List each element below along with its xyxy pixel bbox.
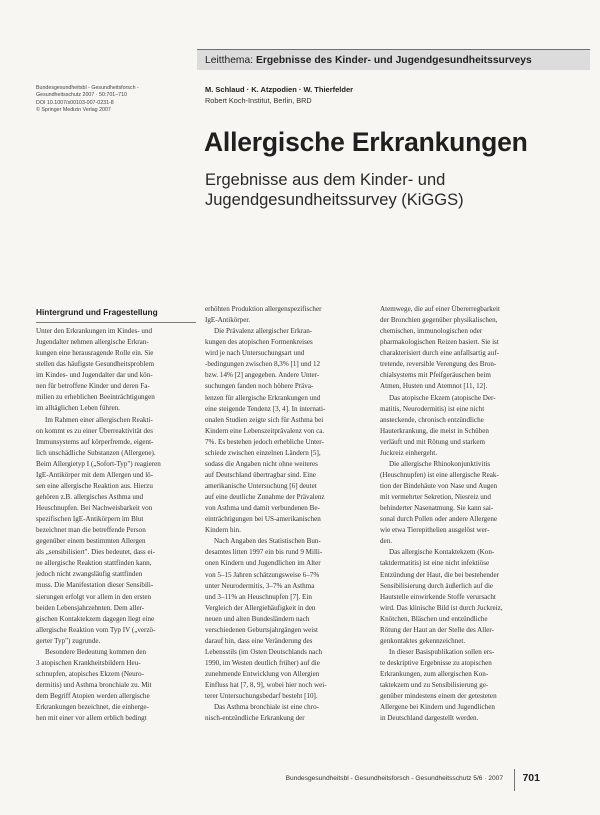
body-text-line: schnupfen, atopisches Ekzem (Neuro- xyxy=(36,669,144,678)
body-text-line: muss. Die Manifestation dieser Sensibili- xyxy=(36,581,154,590)
body-text-line: IgE-Antikörper. xyxy=(205,316,251,325)
body-text-line: darauf hin, dass eine Veränderung des xyxy=(205,636,313,645)
body-text-line: -bedingungen zwischen 8,3% [1] und 12 xyxy=(205,360,321,369)
body-text-line: zunehmende Entwicklung von Allergien xyxy=(205,670,320,679)
journal-info-line: Gesundheitsschutz 2007 · 50:701–710 xyxy=(36,92,127,99)
body-text-line: in Deutschland dargestellt werden. xyxy=(380,714,479,723)
body-text-line: Lebensstils (im Osten Deutschlands nach xyxy=(205,647,323,656)
body-text-line: chialsystems mit Pfeifgeräuschen beim xyxy=(380,371,491,380)
body-text-line: sonal durch Pollen oder andere Allergene xyxy=(380,515,498,524)
body-text-line: Das allergische Kontaktekzem (Kon- xyxy=(389,548,495,557)
body-text-line: Hautstelle einwirkende Stoffe verursacht xyxy=(380,592,496,601)
text-column-1 xyxy=(36,326,200,724)
body-text-line: hen mit einer vor allem erblich bedingt xyxy=(36,714,147,723)
body-text-line: Erkrankungen, zum allergischen Kon- xyxy=(380,670,489,679)
body-text-line: Sensibilisierung durch äußerlich auf die xyxy=(380,581,494,590)
body-text-line: terer Untersuchungsbedarf besteht [10]. xyxy=(205,692,318,701)
body-text-line: verschiedenen Geburtsjahrgängen weist xyxy=(205,625,318,634)
body-text-line: eine steigende Tendenz [3, 4]. In internati- xyxy=(205,404,326,413)
body-text-line: kungen eine herausragende Rolle ein. Sie xyxy=(36,349,154,358)
body-text-line: wird je nach Untersuchungsart und xyxy=(205,349,305,358)
body-text-line: lich unschädliche Substanzen (Allergene). xyxy=(36,448,156,457)
subtitle-line: Jugendgesundheitssurvey (KiGGS) xyxy=(205,191,464,209)
body-text-line: auf eine deutliche Zunahme der Prävalenz xyxy=(205,493,325,502)
body-text-line: gegenüber einem bestimmten Allergen xyxy=(36,537,146,546)
body-text-line: Einfluss hat [7, 8, 9], wobei hier noch wei- xyxy=(205,681,327,690)
body-text-line: sen eine allergische Reaktion aus. Hierzu xyxy=(36,481,153,490)
article-title: Allergische Erkrankungen xyxy=(204,127,528,157)
body-text-line: charakterisiert durch eine anfallsartig auf- xyxy=(380,349,499,358)
affiliation: Robert Koch-Institut, Berlin, BRD xyxy=(205,96,312,105)
theme-prefix: Leitthema: xyxy=(205,55,254,66)
journal-info xyxy=(36,85,186,114)
body-text-line: stellen das häufigste Gesundheitsproblem xyxy=(36,360,155,369)
body-text-line: Beim Allergietyp I („Sofort-Typ") reagieren xyxy=(36,459,161,468)
body-text-line: Allergene bei Kindern und Jugendlichen xyxy=(380,703,495,712)
body-text-line: erhöhten Produktion allergenspezifischer xyxy=(205,305,322,313)
body-text-line: bezeichnet man die betreffende Person xyxy=(36,526,146,535)
body-text-line: Erkrankungen bezeichnet, die einherge- xyxy=(36,703,149,712)
body-text-line: jedoch nicht zwangsläufig stattfinden xyxy=(36,570,143,579)
page-number: 701 xyxy=(522,772,540,784)
subtitle-line: Ergebnisse aus dem Kinder- und xyxy=(205,171,446,189)
body-text-line: tion der Bindehäute von Nase und Augen xyxy=(380,482,498,490)
body-text-line: wird. Das klinische Bild ist durch Juckreiz, xyxy=(380,603,503,612)
body-text-line: te deskriptive Ergebnisse zu atopischen xyxy=(380,659,492,667)
body-text-line: behinderter Nasenatmung. Sie kann sai- xyxy=(380,504,494,513)
body-text-line: on kommt es zu einer Überreaktivität des xyxy=(36,426,154,435)
body-text-line: Kindern hin. xyxy=(205,526,241,535)
body-text-line: mit vermehrter Sekretion, Niesreiz und xyxy=(380,493,491,502)
body-text-line: Rötung der Haut an der Stelle des Aller- xyxy=(380,625,494,634)
journal-info-line: © Springer Medizin Verlag 2007 xyxy=(36,106,111,113)
footer-journal: Bundesgesundheitsbl - Gesundheitsforsch - Gesundheitsschutz 5/6 · 2007 xyxy=(285,775,503,782)
body-text-line: Entzündung der Haut, die bei bestehender xyxy=(380,570,499,579)
body-text-line: taktdermatitis) ist eine nicht infektiöse xyxy=(380,559,490,568)
text-column-2 xyxy=(205,304,369,724)
body-text-line: gerter Typ") zugrunde. xyxy=(36,636,101,645)
body-text-line: Nach Angaben des Statistischen Bun- xyxy=(214,537,321,546)
article-subtitle xyxy=(205,170,585,210)
body-text-line: lenzen für allergische Erkrankungen und xyxy=(205,393,321,402)
theme-title: Ergebnisse des Kinder- und Jugendgesundheitssurveys xyxy=(255,55,532,66)
body-text-line: bzw. 14% [2] angegeben. Andere Unter- xyxy=(205,371,320,380)
body-text-line: nisch-entzündliche Erkrankung der xyxy=(205,714,305,723)
body-text-line: chemischen, immunologischen oder xyxy=(380,327,483,336)
body-text-line: gischen Kontaktekzem dagegen liegt eine xyxy=(36,614,155,623)
body-text-line: Unter den Erkrankungen im Kindes- und xyxy=(36,327,153,335)
body-text-line: onen Kindern und Jugendlichen im Alter xyxy=(205,559,321,568)
body-text-line: Das atopische Ekzem (atopische Der- xyxy=(389,393,496,402)
body-text-line: allergische Reaktion vom Typ IV („verzö- xyxy=(36,625,156,634)
body-text-line: (Heuschnupfen) ist eine allergische Reak- xyxy=(380,470,499,479)
body-text-line: beiden Lebensjahrzehnten. Dem aller- xyxy=(36,603,145,612)
body-text-line: wie etwa Tierepithelien ausgelöst wer- xyxy=(380,526,490,535)
body-text-line: von 5–15 Jahren schätzungsweise 6–7% xyxy=(205,570,320,579)
body-text-line: sierungen erfolgt vor allem in den ersten xyxy=(36,592,152,601)
body-text-line: taktekzem und zu Sensibilisierung ge- xyxy=(380,681,489,690)
body-text-line: spezifischen IgE-Antikörpern im Blut xyxy=(36,515,144,524)
body-text-line: Juckreiz einhergeht. xyxy=(380,448,437,457)
body-text-line: amerikanische Untersuchung [6] deutet xyxy=(205,482,317,490)
body-text-line: im alltäglichen Leben führen. xyxy=(36,404,120,413)
body-text-line: nen für betroffene Kinder und deren Fa- xyxy=(36,382,150,391)
journal-info-line: DOI 10.1007/s00103-007-0231-8 xyxy=(36,99,114,106)
body-text-line: onalen Studien zeigte sich für Asthma bei xyxy=(205,415,324,424)
body-text-line: Die allergische Rhinokonjunktivitis xyxy=(389,459,491,468)
body-text-line: sodass die Angaben nicht ohne weiteres xyxy=(205,459,318,468)
page-footer xyxy=(250,769,595,789)
journal-info-line: Bundesgesundheitsbl - Gesundheitsforsch - xyxy=(36,85,139,91)
body-text-line: im Kindes- und Jugendalter dar und kön- xyxy=(36,371,153,380)
theme-header-bar xyxy=(197,49,590,70)
body-text-line: 7%. Es bestehen jedoch erhebliche Unter- xyxy=(205,437,324,446)
body-text-line: einträchtigungen bei US-amerikanischen xyxy=(205,515,321,524)
body-text-line: Immunsystems auf körperfremde, eigent- xyxy=(36,437,154,446)
text-column-3 xyxy=(380,304,544,724)
body-text-line: von Asthma und damit verbundenen Be- xyxy=(205,504,320,513)
body-text-line: Das Asthma bronchiale ist eine chro- xyxy=(214,703,319,712)
body-text-line: schiede zwischen einzelnen Ländern [5], xyxy=(205,448,321,457)
footer-divider xyxy=(514,769,515,791)
body-text-line: Atemwege, die auf einer Übererregbarkeit xyxy=(380,305,500,313)
body-text-line: als „sensibilisiert". Dies bedeutet, dass ei- xyxy=(36,548,155,557)
body-text-line: 3 atopischen Krankheitsbildern Heu- xyxy=(36,658,141,667)
body-text-line: Besondere Bedeutung kommen den xyxy=(45,647,147,656)
body-text-line: Jugendalter nehmen allergische Erkran- xyxy=(36,338,149,347)
section-heading: Hintergrund und Fragestellung xyxy=(36,307,196,323)
body-text-line: Heuschnupfen. Bei Nachweisbarkeit von xyxy=(36,504,153,512)
body-text-line: tretende, reversible Verengung des Bron- xyxy=(380,360,497,369)
body-text-line: Vergleich der Allergiehäufigkeit in den xyxy=(205,603,316,612)
body-text-line: dermitis) und Asthma bronchiale zu. Mit xyxy=(36,681,152,689)
body-text-line: Knötchen, Bläschen und entzündliche xyxy=(380,614,488,623)
body-text-line: verläuft und mit Rötung und starkem xyxy=(380,437,486,446)
body-text-line: genkontaktes gekennzeichnet. xyxy=(380,636,466,645)
body-text-line: Atmen, Husten und Atemnot [11, 12]. xyxy=(380,382,488,391)
body-text-line: und 3–11% an Heuschnupfen [7]. Ein xyxy=(205,592,312,601)
body-text-line: gehören z.B. allergisches Asthma und xyxy=(36,492,144,501)
body-text-line: matitis, Neurodermitis) ist eine nicht xyxy=(380,404,485,413)
body-text-line: pharmakologischen Reizen basiert. Sie ist xyxy=(380,338,499,347)
body-text-line: Die Prävalenz allergischer Erkran- xyxy=(214,327,313,336)
body-text-line: dem Begriff Atopien werden allergische xyxy=(36,692,150,701)
body-text-line: ansteckende, chronisch entzündliche xyxy=(380,415,484,424)
body-text-line: genüber mindestens einem der getesteten xyxy=(380,692,497,701)
body-text-line: 1990, im Westen deutlich früher) auf die xyxy=(205,659,320,667)
body-text-line: Hauterkrankung, die meist in Schüben xyxy=(380,426,489,435)
body-text-line: IgE-Antikörper mit dem Allergen und lö- xyxy=(36,470,154,479)
body-text-line: In dieser Basispublikation sollen ers- xyxy=(389,647,495,656)
body-text-line: desamtes litten 1997 ein bis rund 9 Milli- xyxy=(205,548,323,557)
body-text-line: neuen und alten Bundesländern nach xyxy=(205,614,310,623)
body-text-line: ne allergische Reaktion stattfinden kann, xyxy=(36,559,152,568)
body-text-line: der Bronchien gegenüber physikalischen, xyxy=(380,316,498,325)
authors: M. Schlaud · K. Atzpodien · W. Thierfelder xyxy=(205,85,354,94)
body-text-line: unter Neurodermitis, 3–7% an Asthma xyxy=(205,581,315,590)
body-text-line: kungen des atopischen Formenkreises xyxy=(205,338,313,347)
body-text-line: auf Deutschland übertragbar sind. Eine xyxy=(205,470,316,479)
body-text-line: Kindern eine Lebenszeitprävalenz von ca. xyxy=(205,426,325,435)
body-text-line: den. xyxy=(380,537,393,546)
body-text-line: suchungen fanden noch höhere Präva- xyxy=(205,382,314,391)
body-text-line: milien zu erheblichen Beeinträchtigungen xyxy=(36,393,155,402)
body-text-line: Im Rahmen einer allergischen Reakti- xyxy=(45,415,153,424)
